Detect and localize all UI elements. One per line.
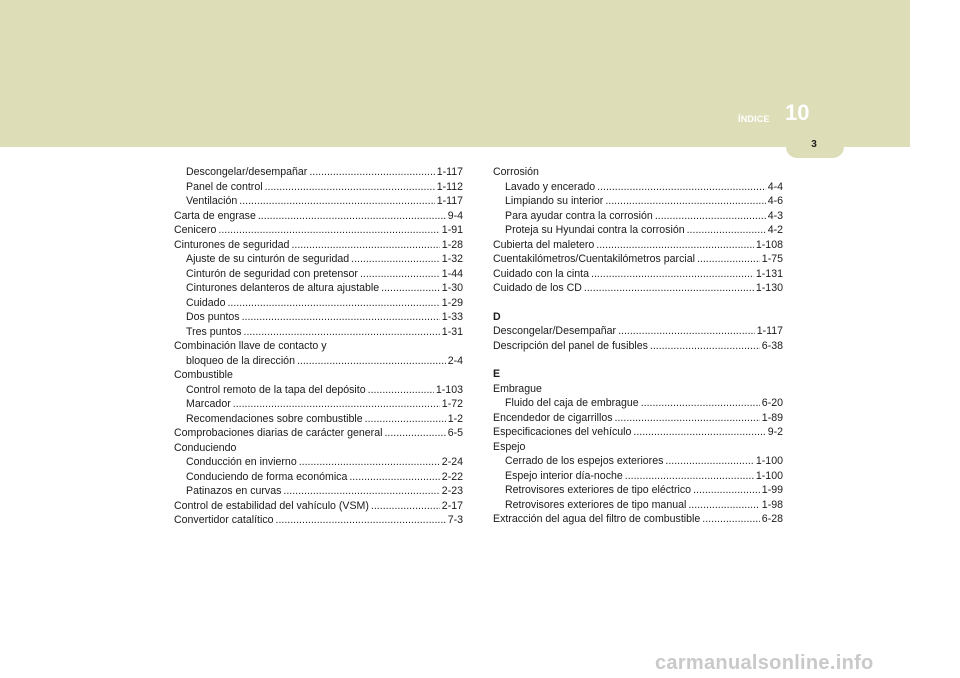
entry-label: Ajuste de su cinturón de seguridad (186, 253, 350, 265)
dot-leader (687, 223, 766, 238)
dot-leader (239, 194, 434, 209)
entry-label: Cuidado (186, 296, 226, 309)
entry-label: Conduciendo de forma económica (186, 470, 348, 483)
index-subentry (174, 296, 463, 311)
entry-label: Cerrado de los espejos exteriores (505, 455, 664, 467)
index-entry (493, 252, 783, 267)
entry-page-ref: 1-117 (436, 195, 463, 207)
entry-page-ref: 1-31 (441, 325, 463, 338)
entry-page-ref: 4-2 (767, 224, 783, 236)
dot-leader (655, 209, 766, 224)
entry-page-ref: 7-3 (447, 514, 463, 526)
dot-leader (605, 194, 765, 209)
entry-label: Lavado y encerado (505, 180, 596, 193)
entry-page-ref: 2-23 (441, 485, 463, 497)
entry-label: Extracción del agua del filtro de combustible (493, 513, 701, 525)
index-entry (493, 512, 783, 527)
dot-leader (283, 484, 439, 499)
index-subentry (493, 396, 783, 411)
entry-page-ref: 6-20 (761, 397, 783, 409)
dot-leader (360, 267, 440, 282)
entry-page-ref: 1-99 (761, 484, 783, 496)
entry-label: Panel de control (186, 180, 263, 193)
entry-label: Proteja su Hyundai contra la corrosión (505, 224, 685, 236)
entry-label: Conducción en invierno (186, 456, 297, 468)
dot-leader (371, 499, 440, 514)
index-group-heading: Combustible (174, 369, 233, 381)
index-group-heading: Combinación llave de contacto y (174, 340, 327, 352)
entry-page-ref: 2-17 (441, 499, 463, 512)
entry-label: Cuentakilómetros/Cuentakilómetros parcial (493, 253, 695, 265)
section-label: ÍNDICE (738, 114, 770, 124)
dot-leader (351, 252, 440, 267)
index-entry (493, 324, 783, 339)
index-entry (493, 281, 783, 296)
entry-label: Para ayudar contra la corrosión (505, 209, 653, 222)
index-column-left (174, 165, 463, 528)
dot-leader (633, 425, 765, 440)
entry-page-ref: 4-6 (767, 195, 783, 207)
dot-leader (597, 180, 766, 195)
entry-label: Tres puntos (186, 325, 242, 338)
entry-label: Espejo interior día-noche (505, 469, 623, 482)
index-subentry (174, 252, 463, 267)
index-entry (174, 238, 463, 253)
entry-label: Recomendaciones sobre combustible (186, 412, 363, 425)
index-subentry (493, 498, 783, 513)
dot-leader (615, 411, 760, 426)
index-group-heading: Espejo (493, 440, 526, 453)
index-subentry (493, 223, 783, 238)
entry-page-ref: 2-24 (441, 456, 463, 468)
index-entry (493, 411, 783, 426)
dot-leader (365, 412, 446, 427)
entry-label: Especificaciones del vehículo (493, 426, 632, 438)
entry-label: Descripción del panel de fusibles (493, 339, 648, 352)
entry-page-ref: 1-112 (436, 180, 463, 193)
entry-page-ref: 9-2 (767, 426, 783, 438)
dot-leader (309, 165, 434, 180)
entry-label: Cenicero (174, 224, 217, 236)
entry-label: Cuidado con la cinta (493, 267, 589, 280)
dot-leader (299, 455, 440, 470)
entry-page-ref: 6-28 (761, 513, 783, 525)
entry-page-ref: 6-5 (447, 427, 463, 439)
entry-page-ref: 1-103 (435, 383, 463, 396)
entry-page-ref: 1-32 (441, 253, 463, 265)
dot-leader (242, 310, 440, 325)
entry-page-ref: 1-33 (441, 311, 463, 323)
index-entry (493, 339, 783, 354)
entry-label: Retrovisores exteriores de tipo manual (505, 498, 687, 511)
page-number: 3 (811, 139, 817, 150)
entry-label: Comprobaciones diarias de carácter general (174, 427, 383, 439)
dot-leader (384, 426, 445, 441)
index-entry (174, 209, 463, 224)
entry-page-ref: 1-100 (755, 469, 783, 482)
entry-page-ref: 1-75 (761, 253, 783, 265)
index-letter-heading: D (493, 310, 501, 323)
entry-label: Encendedor de cigarrillos (493, 411, 613, 424)
index-entry (493, 425, 783, 440)
index-entry (174, 426, 463, 441)
index-subentry (174, 194, 463, 209)
entry-page-ref: 1-44 (441, 267, 463, 280)
index-subentry (493, 469, 783, 484)
entry-page-ref: 1-117 (756, 325, 783, 337)
entry-page-ref: 1-30 (441, 282, 463, 294)
dot-leader (276, 513, 446, 528)
index-subentry (174, 470, 463, 485)
index-entry (174, 223, 463, 238)
index-subentry (174, 325, 463, 340)
dot-leader (688, 498, 759, 513)
index-subentry (174, 354, 463, 369)
dot-leader (291, 238, 439, 253)
dot-leader (381, 281, 440, 296)
index-subentry (174, 412, 463, 427)
entry-label: Carta de engrase (174, 209, 256, 222)
index-subentry (493, 180, 783, 195)
index-subentry (174, 383, 463, 398)
entry-page-ref: 6-38 (761, 339, 783, 352)
index-subentry (174, 267, 463, 282)
entry-label: Cinturón de seguridad con pretensor (186, 267, 358, 280)
entry-label: Marcador (186, 398, 231, 410)
dot-leader (641, 396, 760, 411)
entry-label: Dos puntos (186, 311, 240, 323)
dot-leader (265, 180, 435, 195)
index-column-right (493, 165, 783, 527)
entry-label: Cubierta del maletero (493, 238, 595, 251)
dot-leader (650, 339, 760, 354)
index-subentry (174, 484, 463, 499)
index-entry (174, 499, 463, 514)
entry-label: Cinturones delanteros de altura ajustable (186, 282, 380, 294)
dot-leader (244, 325, 440, 340)
index-group-heading: Conduciendo (174, 441, 237, 454)
entry-page-ref: 1-89 (761, 411, 783, 424)
entry-label: Control remoto de la tapa del depósito (186, 383, 366, 396)
dot-leader (697, 252, 760, 267)
entry-label: Cuidado de los CD (493, 282, 582, 294)
entry-page-ref: 4-4 (767, 180, 783, 193)
dot-leader (368, 383, 434, 398)
entry-page-ref: 1-131 (755, 267, 783, 280)
entry-label: Control de estabilidad del vahículo (VSM) (174, 499, 369, 512)
dot-leader (693, 483, 760, 498)
entry-label: Fluido del caja de embrague (505, 397, 639, 409)
entry-page-ref: 1-29 (441, 296, 463, 309)
dot-leader (596, 238, 754, 253)
dot-leader (591, 267, 754, 282)
dot-leader (297, 354, 446, 369)
entry-page-ref: 1-130 (755, 282, 783, 294)
index-subentry (174, 310, 463, 325)
entry-page-ref: 9-4 (447, 209, 463, 222)
index-subentry (174, 165, 463, 180)
entry-page-ref: 2-4 (447, 354, 463, 367)
watermark-text: carmanualsonline.info (655, 652, 874, 674)
index-subentry (493, 209, 783, 224)
index-group-heading: Embrague (493, 382, 542, 395)
index-group-heading: Corrosión (493, 166, 539, 178)
entry-label: Retrovisores exteriores de tipo eléctrico (505, 484, 692, 496)
entry-label: Descongelar/desempañar (186, 166, 308, 178)
entry-label: bloqueo de la dirección (186, 354, 295, 367)
entry-page-ref: 1-117 (436, 166, 463, 178)
index-letter-heading: E (493, 368, 501, 380)
entry-page-ref: 1-28 (441, 238, 463, 251)
dot-leader (584, 281, 754, 296)
dot-leader (665, 454, 753, 469)
entry-page-ref: 1-108 (755, 238, 783, 251)
index-entry (493, 238, 783, 253)
dot-leader (702, 512, 760, 527)
dot-leader (218, 223, 439, 238)
dot-leader (227, 296, 439, 311)
entry-page-ref: 1-91 (441, 224, 463, 236)
entry-page-ref: 1-72 (441, 398, 463, 410)
entry-label: Convertidor catalítico (174, 514, 274, 526)
entry-page-ref: 1-100 (755, 455, 783, 467)
index-subentry (493, 194, 783, 209)
entry-page-ref: 1-98 (761, 498, 783, 511)
dot-leader (233, 397, 440, 412)
index-subentry (174, 180, 463, 195)
dot-leader (258, 209, 446, 224)
dot-leader (625, 469, 754, 484)
dot-leader (618, 324, 755, 339)
index-subentry (174, 397, 463, 412)
index-subentry (174, 455, 463, 470)
entry-label: Limpiando su interior (505, 195, 604, 207)
index-subentry (493, 483, 783, 498)
index-entry (493, 267, 783, 282)
index-subentry (493, 454, 783, 469)
entry-page-ref: 4-3 (767, 209, 783, 222)
dot-leader (349, 470, 439, 485)
header-band (0, 0, 910, 147)
chapter-number: 10 (785, 100, 810, 125)
entry-label: Patinazos en curvas (186, 485, 282, 497)
index-entry (174, 513, 463, 528)
entry-label: Ventilación (186, 195, 238, 207)
entry-page-ref: 2-22 (441, 470, 463, 483)
entry-page-ref: 1-2 (447, 412, 463, 425)
entry-label: Cinturones de seguridad (174, 238, 290, 251)
entry-label: Descongelar/Desempañar (493, 325, 617, 337)
index-subentry (174, 281, 463, 296)
